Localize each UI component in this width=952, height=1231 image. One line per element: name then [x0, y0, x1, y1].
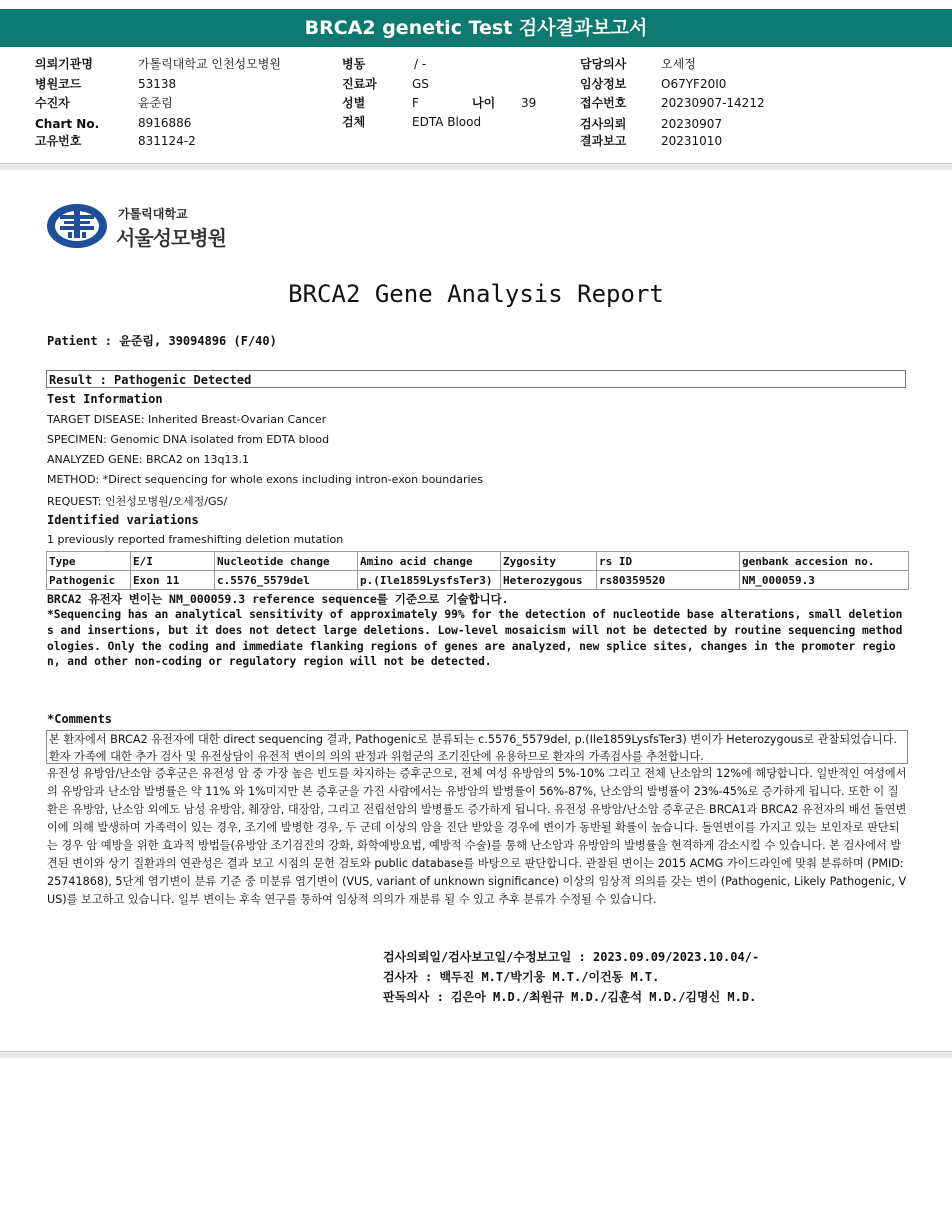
col-header-nucleotide-change: Nucleotide change: [215, 552, 358, 571]
cell-exon-intron: Exon 11: [131, 571, 215, 590]
department-value: GS: [412, 77, 429, 91]
reference-sequence-note: BRCA2 유전자 변이는 NM_000059.3 reference sequence를 기준으로 기술합니다.: [47, 592, 509, 606]
footer-divider: [0, 1051, 952, 1058]
analyzed-gene-line: ANALYZED GENE: BRCA2 on 13q13.1: [47, 453, 249, 466]
hospital-logo-icon: [46, 203, 108, 249]
chart-no-label: Chart No.: [35, 117, 100, 131]
physician-value: 오세정: [661, 57, 696, 71]
header-divider: [0, 163, 952, 170]
comments-summary-box: 본 환자에서 BRCA2 유전자에 대한 direct sequencing 결과, Pathogenic로 분류되는 c.5576_5579del, p.(Ile1859LysfsTer3) 변이가 Heterozygous로 관찰되었습니다. 환자 가족에 대한 추가 검사 및 유전상담이 유전적 변이의 의의 판정과 위험군의 조기진단에 유용하므로 환자의 가족검사를 추천합니다.: [46, 730, 908, 764]
col-header-rs-id: rs ID: [597, 552, 740, 571]
col-header-exon-intron: E/I: [131, 552, 215, 571]
department-label: 진료과: [342, 77, 377, 91]
variants-table-header: [47, 552, 909, 571]
specimen-line: SPECIMEN: Genomic DNA isolated from EDTA blood: [47, 433, 330, 446]
sex-label: 성별: [342, 96, 366, 110]
unique-id-label: 고유번호: [35, 134, 82, 148]
cell-type: Pathogenic: [47, 571, 131, 590]
variants-table: [46, 551, 909, 590]
result-report-date-value: 20231010: [661, 134, 723, 148]
hospital-code-label: 병원코드: [35, 77, 82, 91]
comments-body: 유전성 유방암/난소암 증후군은 유전성 암 중 가장 높은 빈도를 차지하는 증후군으로, 전체 여성 유방암의 5%-10% 그리고 전체 난소암의 12%에 해당합니다. 일반적인 여성에서의 유방암과 난소암 발병률은 약 11% 와 1%미지만 본 증후군을 가진 사람에서는 유방암의 발병률이 56%-87%, 난소암의 발병률이 23%-45%로 증가하게 됩니다. 또한 이 질환은 유방암, 난소암 외에도 남성 유방암, 췌장암, 대장암, 그리고 전립선암의 발병률도 증가하게 됩니다. 유전성 유방암/난소암 증후군은 BRCA1과 BRCA2 유전자의 배선 돌연변이에 의해 발생하며 가족력이 있는 경우, 조기에 발병한 경우, 두 군데 이상의 암을 진단 받았을 경우에 변이가 동반될 확률이 높습니다. 돌연변이를 가지고 있는 보인자로 판단되는 경우 암 예방을 위한 효과적 방법들(유방암 조기검진의 강화, 화학예방요법, 예방적 수술)를 통해 난소암과 유방암의 발병률을 현격하게 감소시킬 수 있습니다. 본 검사에서 발견된 변이와 상기 질환과의 연관성은 결과 보고 시점의 문헌 검토와 public database를 바탕으로 판단합니다. 관찰된 변이는 2015 ACMG 가이드라인에 맞춰 분류하며 (PMID: 25741868), 5단계 염기변이 분류 기준 중 미분류 염기변이 (VUS, variant of unknown significance) 이상의 임상적 의의를 갖는 변이 (Pathogenic, Likely Pathogenic, VUS)를 보고하고 있습니다. 일부 변이는 후속 연구를 통하여 임상적 의의가 재분류 될 수 있고 추후 분류가 수정될 수 있습니다.: [47, 767, 907, 906]
physician-label: 담당의사: [580, 57, 627, 71]
col-header-zygosity: Zygosity: [501, 552, 597, 571]
patient-name-value: 윤준림: [138, 96, 173, 110]
technicians-line: 검사자 : 백두진 M.T/박기웅 M.T./이건동 M.T.: [383, 970, 660, 984]
unique-id-value: 831124-2: [138, 134, 196, 148]
clinical-info-value: O67YF20I0: [661, 77, 727, 91]
col-header-type: Type: [47, 552, 131, 571]
cell-zygosity: Heterozygous: [501, 571, 597, 590]
cell-genbank: NM_000059.3: [740, 571, 909, 590]
patient-name-label: 수진자: [35, 96, 70, 110]
identified-summary-line: 1 previously reported frameshifting deletion mutation: [47, 533, 344, 546]
specimen-label: 검체: [342, 115, 366, 129]
physicians-line: 판독의사 : 김은아 M.D./최원규 M.D./김훈석 M.D./김명신 M.D.: [383, 990, 757, 1004]
test-information-heading: Test Information: [47, 392, 163, 406]
request-line: REQUEST: 인천성모병원/오세정/GS/: [47, 495, 228, 508]
requesting-institution-label: 의뢰기관명: [35, 57, 93, 71]
receipt-no-label: 접수번호: [580, 96, 627, 110]
age-label: 나이: [472, 96, 496, 110]
sex-value: F: [412, 96, 419, 110]
test-request-date-label: 검사의뢰: [580, 117, 627, 131]
receipt-no-value: 20230907-14212: [661, 96, 765, 110]
table-row: [47, 571, 909, 590]
result-box: Result : Pathogenic Detected: [46, 370, 906, 388]
result-report-date-label: 결과보고: [580, 134, 627, 148]
target-disease-line: TARGET DISEASE: Inherited Breast-Ovarian Cancer: [47, 413, 327, 426]
logo-university-name: 가톨릭대학교: [118, 207, 188, 221]
col-header-amino-acid-change: Amino acid change: [358, 552, 501, 571]
comments-heading: *Comments: [47, 712, 113, 726]
requesting-institution-value: 가톨릭대학교 인천성모병원: [138, 57, 281, 71]
test-request-date-value: 20230907: [661, 117, 723, 131]
specimen-value: EDTA Blood: [412, 115, 482, 129]
clinical-info-label: 임상정보: [580, 77, 627, 91]
report-title: BRCA2 Gene Analysis Report: [288, 280, 664, 308]
patient-line: Patient : 윤준림, 39094896 (F/40): [47, 334, 277, 348]
ward-label: 병동: [342, 57, 366, 71]
sequencing-sensitivity-note: *Sequencing has an analytical sensitivity of approximately 99% for the detection of nucleotide base alterations, small deletions and insertions, but it does not detect large deletions. Low-level mosaicism will not be detected by routine sequencing methodologies. Only the coding and immediate flanking regions of genes are analyzed, new splice sites, changes in the promoter region, and other non-coding or regulatory region will not be detected.: [47, 608, 903, 669]
logo-hospital-name: 서울성모병원: [116, 226, 226, 250]
method-line: METHOD: *Direct sequencing for whole exons including intron-exon boundaries: [47, 473, 484, 486]
cell-amino-acid-change: p.(Ile1859LysfsTer3): [358, 571, 501, 590]
cell-nucleotide-change: c.5576_5579del: [215, 571, 358, 590]
col-header-genbank: genbank accesion no.: [740, 552, 909, 571]
identified-variations-heading: Identified variations: [47, 513, 199, 527]
ward-value: / -: [414, 57, 427, 71]
age-value: 39: [521, 96, 537, 110]
chart-no-value: 8916886: [138, 116, 192, 130]
cell-rs-id: rs80359520: [597, 571, 740, 590]
hospital-code-value: 53138: [138, 77, 177, 91]
report-dates-line: 검사의뢰일/검사보고일/수정보고일 : 2023.09.09/2023.10.04/-: [383, 950, 760, 964]
report-banner-title: BRCA2 genetic Test 검사결과보고서: [0, 9, 952, 47]
